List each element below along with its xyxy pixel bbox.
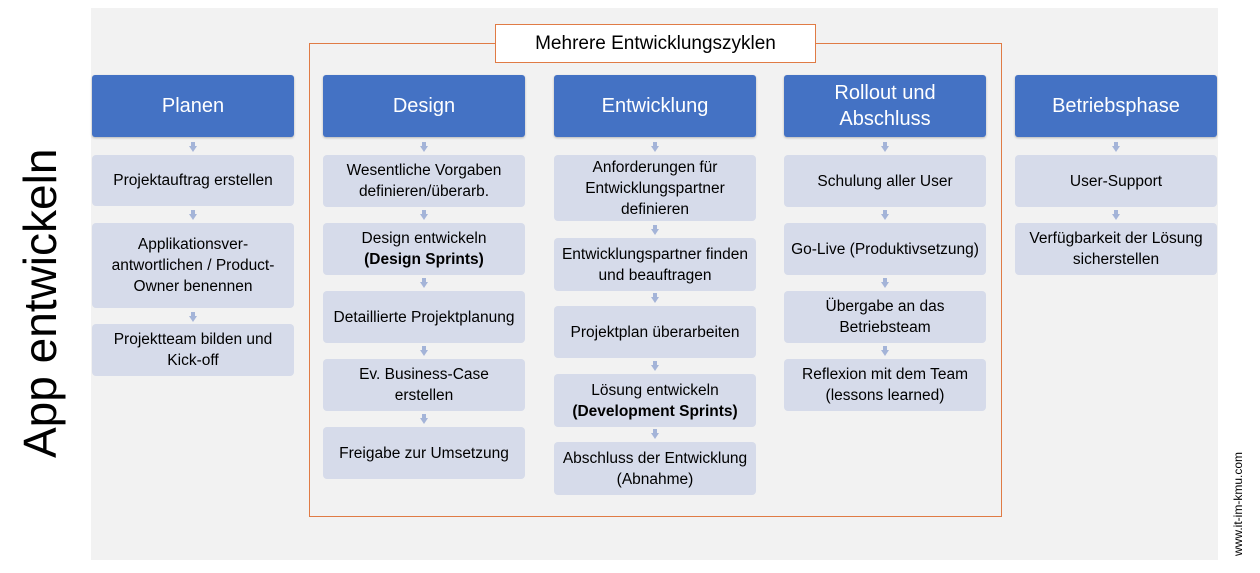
flow-arrow xyxy=(651,229,659,235)
development-cycles-label: Mehrere Entwicklungszyklen xyxy=(495,24,816,63)
flow-arrow xyxy=(420,214,428,220)
phase-header: Entwicklung xyxy=(554,75,756,137)
flow-arrow xyxy=(420,146,428,152)
step-text: Lösung entwickeln xyxy=(591,381,719,399)
step-text: Freigabe zur Umsetzung xyxy=(339,444,509,462)
side-title: App entwickeln xyxy=(14,148,66,458)
phase-header: Betriebsphase xyxy=(1015,75,1217,137)
step-text: Wesentliche Vorgaben definieren/überarb. xyxy=(346,162,502,200)
flow-arrow xyxy=(189,316,197,322)
step-box xyxy=(92,324,294,376)
flow-arrow xyxy=(881,282,889,288)
step-text: Reflexion mit dem Team (lessons learned) xyxy=(802,366,968,404)
step-box xyxy=(323,291,525,343)
flow-arrow xyxy=(881,350,889,356)
step-box xyxy=(784,223,986,275)
step-text: Design entwickeln xyxy=(361,230,487,247)
step-box xyxy=(554,238,756,291)
step-text: Abschluss der Entwicklung (Abnahme) xyxy=(562,449,748,488)
phase-header: Rollout und Abschluss xyxy=(784,75,986,137)
step-box xyxy=(323,155,525,207)
flow-arrow xyxy=(189,146,197,152)
flow-arrow xyxy=(189,214,197,220)
step-box xyxy=(784,155,986,207)
step-text: Detaillierte Projektplanung xyxy=(333,308,515,326)
flow-arrow xyxy=(651,365,659,371)
step-text: Entwicklungspartner finden und beauftragen xyxy=(561,245,749,284)
phase-header: Design xyxy=(323,75,525,137)
step-text: Projektauftrag erstellen xyxy=(113,172,273,189)
flow-arrow xyxy=(651,433,659,439)
step-box xyxy=(323,427,525,479)
step-box xyxy=(554,306,756,358)
flow-arrow xyxy=(881,146,889,152)
watermark-url: www.it-im-kmu.com xyxy=(1231,452,1245,556)
step-text: Verfügbarkeit der Lösung sicherstellen xyxy=(1029,230,1203,268)
step-box xyxy=(92,155,294,206)
step-box xyxy=(92,223,294,308)
flow-arrow xyxy=(420,418,428,424)
flow-arrow xyxy=(881,214,889,220)
step-text-bold: (Development Sprints) xyxy=(572,402,738,420)
flow-arrow xyxy=(1112,214,1120,220)
step-text: User-Support xyxy=(1069,172,1163,190)
flow-arrow xyxy=(1112,146,1120,152)
phase-header: Planen xyxy=(92,75,294,137)
step-box xyxy=(323,359,525,411)
step-box xyxy=(1015,223,1217,275)
step-text: Projektplan überarbeiten xyxy=(570,323,740,341)
flow-arrow xyxy=(420,282,428,288)
step-box xyxy=(554,155,756,221)
flow-arrow xyxy=(651,297,659,303)
step-text: Übergabe an das Betriebsteam xyxy=(825,298,945,336)
flow-arrow xyxy=(651,146,659,152)
step-text: Applikationsver-antwortlichen / Product-Owner benennen xyxy=(111,236,275,295)
step-text: Go-Live (Produktivsetzung) xyxy=(791,240,979,258)
flow-arrow xyxy=(420,350,428,356)
step-box xyxy=(554,374,756,427)
step-box xyxy=(323,223,525,275)
step-text: Anforderungen für Entwicklungspartner definieren xyxy=(585,158,725,218)
step-box xyxy=(784,359,986,411)
step-box xyxy=(554,442,756,495)
step-text: Projektteam bilden und Kick-off xyxy=(113,331,273,369)
step-text-bold: (Design Sprints) xyxy=(364,251,484,268)
step-text: Ev. Business-Case erstellen xyxy=(359,366,489,404)
step-box xyxy=(784,291,986,343)
step-text: Schulung aller User xyxy=(817,172,953,190)
step-box xyxy=(1015,155,1217,207)
